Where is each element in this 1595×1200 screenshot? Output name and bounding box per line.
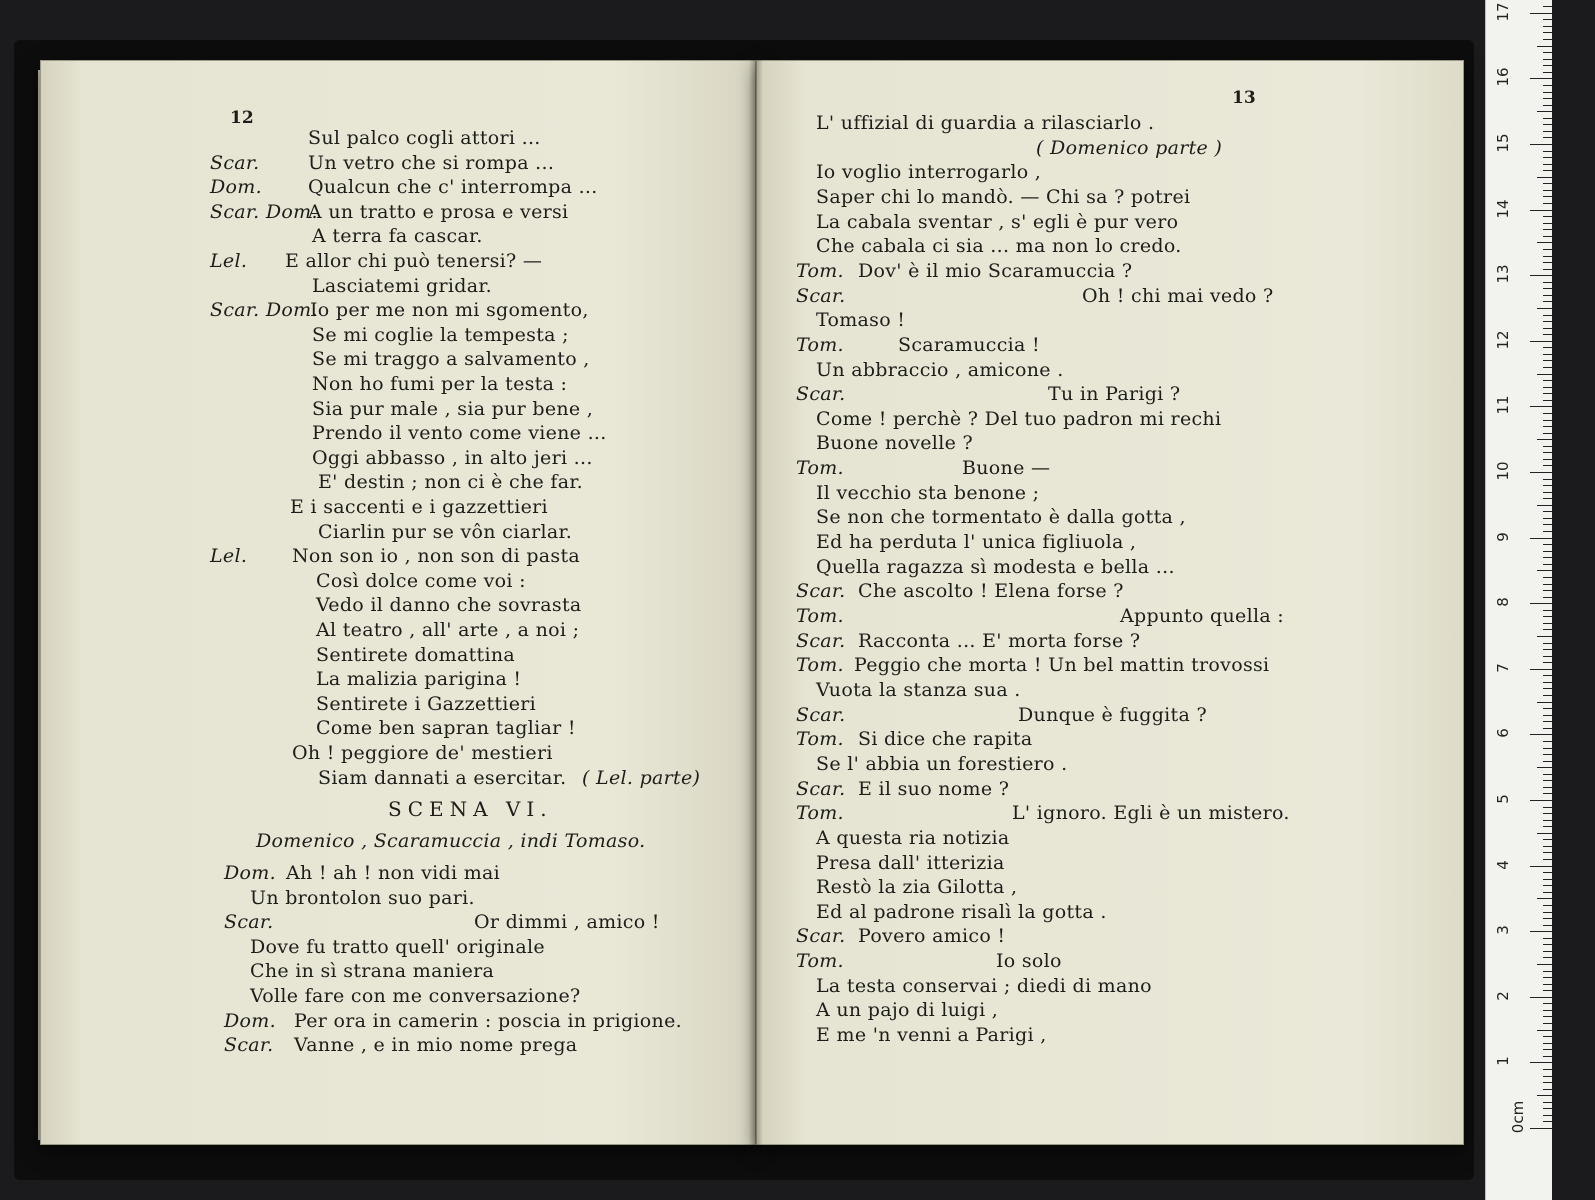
ruler-tick [1530, 1128, 1552, 1129]
ruler-tick [1543, 885, 1552, 886]
ruler-tick [1543, 564, 1552, 565]
ruler-tick [1530, 997, 1552, 998]
verse-line: E' destin ; non ci è che far. [318, 471, 583, 494]
ruler-tick [1530, 800, 1552, 801]
verse-line: Dunque è fuggita ? [1018, 703, 1207, 726]
verse-line: Restò la zia Gilotta , [816, 876, 1018, 899]
ruler-tick [1537, 570, 1552, 571]
ruler-tick [1543, 196, 1552, 197]
ruler-tick [1543, 1115, 1552, 1116]
ruler-tick [1543, 157, 1552, 158]
ruler-tick [1543, 380, 1552, 381]
verse-line: Buone novelle ? [816, 432, 973, 455]
ruler-tick [1543, 951, 1552, 952]
verse-line: E il suo nome ? [858, 777, 1010, 800]
ruler-tick [1543, 485, 1552, 486]
ruler-tick [1543, 216, 1552, 217]
ruler-tick [1543, 433, 1552, 434]
verse-line: Appunto quella : [1120, 605, 1284, 627]
ruler-tick [1543, 662, 1552, 663]
ruler-tick [1543, 269, 1552, 270]
speaker-label: Tom. [796, 259, 844, 282]
verse-line: Siam dannati a esercitar. [318, 766, 567, 789]
ruler-tick [1543, 72, 1552, 73]
ruler-tick [1543, 347, 1552, 348]
ruler-tick [1543, 629, 1552, 630]
verse-line: Tomaso ! [816, 309, 906, 332]
ruler-tick [1543, 1069, 1552, 1070]
verse-line: A un pajo di luigi , [816, 999, 999, 1022]
verse-line: Presa dall' itterizia [816, 851, 1005, 874]
verse-line: Vuota la stanza sua . [816, 678, 1021, 701]
book-gutter [749, 60, 763, 1145]
verse-line: ( Domenico parte ) [1036, 136, 1223, 159]
ruler-tick [1543, 1056, 1552, 1057]
verse-line: Dove fu tratto quell' originale [250, 935, 545, 958]
ruler-tick [1543, 229, 1552, 230]
ruler-tick [1537, 964, 1552, 965]
ruler-tick [1530, 406, 1552, 407]
ruler-number: 5 [1494, 794, 1512, 804]
ruler-tick [1543, 511, 1552, 512]
ruler-tick [1543, 912, 1552, 913]
ruler-tick [1543, 859, 1552, 860]
verse-line: Lasciatemi gridar. [312, 274, 492, 297]
ruler-tick [1543, 334, 1552, 335]
ruler-number: 15 [1494, 133, 1512, 153]
verse-line: Or dimmi , amico ! [474, 911, 660, 934]
speaker-label: Scar. [224, 911, 274, 934]
ruler-tick [1543, 616, 1552, 617]
ruler-tick [1543, 846, 1552, 847]
ruler-tick [1543, 780, 1552, 781]
ruler-tick [1543, 728, 1552, 729]
right-page-number: 13 [1232, 88, 1256, 108]
ruler-number: 1 [1494, 1056, 1512, 1067]
ruler-tick [1543, 315, 1552, 316]
ruler-tick [1543, 98, 1552, 99]
verse-line: La cabala sventar , s' egli è pur vero [816, 210, 1179, 233]
verse-line: L' uffizial di guardia a rilasciarlo . [816, 112, 1155, 134]
speaker-label: Tom. [796, 728, 844, 751]
ruler-number: 2 [1494, 991, 1512, 1001]
ruler-tick [1543, 597, 1552, 598]
ruler-tick [1543, 321, 1552, 322]
speaker-label: Scar. [796, 383, 846, 406]
ruler-tick [1543, 1082, 1552, 1083]
verse-line: Che ascolto ! Elena forse ? [858, 580, 1124, 603]
ruler-tick [1543, 26, 1552, 27]
ruler-tick [1543, 236, 1552, 237]
verse-line: Un vetro che si rompa ... [308, 151, 555, 174]
speaker-label: Scar. [796, 629, 846, 652]
ruler-tick [1543, 577, 1552, 578]
ruler-tick [1543, 1043, 1552, 1044]
ruler-tick [1543, 426, 1552, 427]
verse-line: Per ora in camerin : poscia in prigione. [294, 1009, 682, 1032]
ruler-tick [1543, 1089, 1552, 1090]
ruler-tick [1543, 387, 1552, 388]
verse-line: Sul palco cogli attori ... [308, 127, 541, 149]
ruler-tick [1537, 702, 1552, 703]
verse-line: Se l' abbia un forestiero . [816, 752, 1068, 775]
ruler-tick [1543, 367, 1552, 368]
verse-line: La testa conservai ; diedi di mano [816, 974, 1152, 997]
verse-line: Sentirete domattina [316, 643, 516, 666]
ruler-tick [1543, 190, 1552, 191]
ruler-tick [1543, 741, 1552, 742]
speaker-label: Dom. [224, 862, 276, 884]
ruler-tick [1543, 52, 1552, 53]
left-page-number: 12 [230, 108, 254, 128]
speaker-label: Tom. [796, 457, 844, 480]
ruler-tick [1543, 39, 1552, 40]
verse-line: E allor chi può tenersi? — [285, 250, 543, 272]
ruler-tick [1543, 183, 1552, 184]
verse-line: Come ben sapran tagliar ! [316, 717, 576, 740]
ruler-tick [1543, 295, 1552, 296]
verse-line: A questa ria notizia [816, 826, 1010, 849]
ruler-tick [1537, 308, 1552, 309]
ruler-tick [1543, 498, 1552, 499]
ruler-tick [1530, 866, 1552, 867]
ruler-tick [1543, 19, 1552, 20]
ruler-tick [1530, 734, 1552, 735]
verse-line: Ciarlin pur se vôn ciarlar. [318, 520, 573, 543]
ruler-tick [1543, 531, 1552, 532]
ruler-number: 13 [1494, 264, 1512, 284]
ruler-tick [1543, 682, 1552, 683]
ruler-tick [1543, 262, 1552, 263]
ruler-tick [1543, 774, 1552, 775]
speaker-label: Tom. [796, 654, 844, 677]
ruler-tick [1543, 354, 1552, 355]
ruler-number: 3 [1494, 925, 1512, 935]
verse-line: Buone — [962, 457, 1051, 480]
ruler-tick [1543, 748, 1552, 749]
ruler-tick [1543, 938, 1552, 939]
verse-line: Oggi abbasso , in alto jeri ... [312, 446, 593, 469]
ruler-tick [1543, 925, 1552, 926]
ruler-tick [1543, 879, 1552, 880]
speaker-label: Scar. [796, 580, 846, 603]
ruler-tick [1543, 459, 1552, 460]
ruler-tick [1543, 820, 1552, 821]
ruler-number: 7 [1494, 663, 1512, 673]
ruler-tick [1530, 13, 1552, 14]
verse-line: Al teatro , all' arte , a noi ; [316, 619, 580, 641]
ruler-tick [1543, 708, 1552, 709]
ruler-tick [1543, 223, 1552, 224]
verse-line: Io per me non mi sgomento, [310, 299, 589, 322]
ruler-tick [1543, 1016, 1552, 1017]
speaker-label: Scar. [210, 151, 260, 174]
ruler-tick [1530, 275, 1552, 276]
ruler-tick [1543, 1049, 1552, 1050]
speaker-label: Tom. [796, 802, 844, 825]
ruler-tick [1543, 6, 1552, 7]
ruler-tick [1543, 656, 1552, 657]
stage-direction: ( Lel. parte) [582, 766, 701, 789]
ruler-tick [1530, 472, 1552, 473]
ruler-tick [1543, 1121, 1552, 1122]
ruler-tick [1543, 590, 1552, 591]
verse-line: Un brontolon suo pari. [250, 886, 475, 909]
verse-line: Ed al padrone risalì la gotta . [816, 900, 1107, 923]
ruler-tick [1543, 852, 1552, 853]
verse-line: Vanne , e in mio nome prega [294, 1034, 578, 1057]
ruler-tick [1543, 1108, 1552, 1109]
verse-line: Che in sì strana maniera [250, 960, 495, 983]
ruler-tick [1543, 518, 1552, 519]
ruler-tick [1543, 393, 1552, 394]
ruler-tick [1543, 1102, 1552, 1103]
ruler-tick [1543, 643, 1552, 644]
verse-line: Io voglio interrogarlo , [816, 161, 1042, 184]
verse-line: A terra fa cascar. [312, 225, 483, 248]
ruler-tick [1543, 85, 1552, 86]
speaker-label: Tom. [796, 333, 844, 356]
ruler-tick [1543, 124, 1552, 125]
scene-cast: Domenico , Scaramuccia , indi Tomaso. [256, 830, 646, 852]
verse-line: Un abbraccio , amicone . [816, 358, 1064, 381]
verse-line: Si dice che rapita [858, 728, 1033, 751]
verse-line: Tu in Parigi ? [1048, 383, 1181, 406]
ruler-tick [1543, 977, 1552, 978]
ruler-tick [1530, 538, 1552, 539]
ruler-tick [1543, 413, 1552, 414]
ruler-tick [1537, 1030, 1552, 1031]
verse-line: Racconta ... E' morta forse ? [858, 629, 1141, 652]
ruler-tick [1543, 721, 1552, 722]
ruler-tick [1543, 452, 1552, 453]
ruler-tick [1543, 551, 1552, 552]
ruler-tick [1543, 1010, 1552, 1011]
verse-line: Il vecchio sta benone ; [816, 481, 1040, 504]
speaker-label: Scar. [796, 284, 846, 307]
speaker-label: Scar. Dom. [210, 299, 318, 322]
ruler-tick [1543, 249, 1552, 250]
ruler-tick [1543, 918, 1552, 919]
ruler-tick [1537, 439, 1552, 440]
verse-line: Così dolce come voi : [316, 569, 526, 592]
ruler-tick [1537, 505, 1552, 506]
verse-line: E i saccenti e i gazzettieri [290, 496, 548, 518]
verse-line: Quella ragazza sì modesta e bella ... [816, 555, 1175, 578]
ruler-number: 9 [1494, 531, 1512, 542]
scene-heading: SCENA VI. [388, 797, 553, 821]
ruler-tick [1543, 990, 1552, 991]
ruler-number: 8 [1494, 597, 1512, 607]
verse-line: La malizia parigina ! [316, 668, 522, 691]
verse-line: Peggio che morta ! Un bel mattin trovossi [854, 654, 1270, 677]
ruler-tick [1530, 669, 1552, 670]
ruler-tick [1543, 282, 1552, 283]
ruler-tick [1543, 170, 1552, 171]
verse-line: Dov' è il mio Scaramuccia ? [858, 259, 1133, 282]
ruler-tick [1543, 610, 1552, 611]
ruler-tick [1543, 839, 1552, 840]
ruler-tick [1537, 177, 1552, 178]
ruler-number: 11 [1494, 395, 1512, 415]
speaker-label: Dom. [210, 176, 262, 199]
verse-line: Volle fare con me conversazione? [250, 985, 581, 1007]
ruler-tick [1543, 793, 1552, 794]
ruler-tick [1543, 137, 1552, 138]
ruler-tick [1543, 92, 1552, 93]
ruler-tick [1543, 256, 1552, 257]
ruler-tick [1543, 754, 1552, 755]
verse-line: Ah ! ah ! non vidi mai [286, 862, 501, 884]
ruler-tick [1537, 636, 1552, 637]
speaker-label: Lel. [210, 545, 248, 568]
ruler-tick [1543, 32, 1552, 33]
ruler-tick [1543, 944, 1552, 945]
ruler-tick [1543, 1003, 1552, 1004]
ruler-tick [1543, 105, 1552, 106]
verse-line: Sentirete i Gazzettieri [316, 692, 536, 715]
ruler-tick [1530, 1062, 1552, 1063]
verse-line: Povero amico ! [858, 925, 1006, 948]
verse-line: Io solo [996, 950, 1062, 973]
speaker-label: Scar. [796, 925, 846, 948]
ruler-tick [1543, 1023, 1552, 1024]
ruler-unit-label: 0cm [1509, 1100, 1527, 1134]
ruler-tick [1543, 807, 1552, 808]
ruler-tick [1543, 688, 1552, 689]
ruler-number: 16 [1494, 67, 1512, 87]
verse-line: Scaramuccia ! [898, 333, 1040, 356]
ruler-tick [1543, 65, 1552, 66]
speaker-label: Scar. [224, 1034, 274, 1057]
verse-line: E me 'n venni a Parigi , [816, 1024, 1047, 1047]
ruler-tick [1530, 603, 1552, 604]
ruler-tick [1543, 971, 1552, 972]
verse-line: L' ignoro. Egli è un mistero. [1012, 802, 1290, 825]
verse-line: Sia pur male , sia pur bene , [312, 397, 594, 420]
verse-line: A un tratto e prosa e versi [308, 200, 569, 223]
speaker-label: Dom. [224, 1009, 276, 1032]
ruler-tick [1543, 446, 1552, 447]
ruler-tick [1543, 715, 1552, 716]
ruler-tick [1543, 465, 1552, 466]
ruler-tick [1543, 557, 1552, 558]
ruler-tick [1530, 931, 1552, 932]
ruler-tick [1530, 144, 1552, 145]
ruler-tick [1543, 328, 1552, 329]
verse-line: Oh ! peggiore de' mestieri [292, 742, 553, 764]
ruler-tick [1543, 131, 1552, 132]
ruler-tick [1543, 164, 1552, 165]
ruler-tick [1543, 813, 1552, 814]
verse-line: Oh ! chi mai vedo ? [1082, 284, 1274, 307]
ruler-number: 10 [1494, 461, 1512, 481]
ruler-tick [1537, 374, 1552, 375]
ruler-tick [1537, 767, 1552, 768]
ruler-tick [1530, 78, 1552, 79]
ruler-tick [1543, 892, 1552, 893]
ruler-tick [1543, 301, 1552, 302]
speaker-label: Scar. [796, 703, 846, 726]
ruler-number: 4 [1494, 859, 1512, 870]
ruler-tick [1543, 360, 1552, 361]
ruler-tick [1543, 1076, 1552, 1077]
speaker-label: Scar. Dom. [210, 200, 318, 223]
ruler-tick [1530, 341, 1552, 342]
speaker-label: Tom. [796, 950, 844, 973]
ruler-tick [1537, 46, 1552, 47]
ruler-tick [1543, 203, 1552, 204]
ruler-number: 14 [1494, 199, 1512, 219]
verse-line: Non son io , non son di pasta [292, 545, 581, 568]
speaker-label: Scar. [796, 777, 846, 800]
speaker-label: Lel. [210, 250, 248, 272]
ruler-tick [1543, 675, 1552, 676]
verse-line: Vedo il danno che sovrasta [316, 594, 582, 617]
ruler-tick [1543, 59, 1552, 60]
ruler-number: 17 [1494, 2, 1512, 22]
ruler-tick [1543, 826, 1552, 827]
ruler-tick [1537, 111, 1552, 112]
ruler-tick [1543, 695, 1552, 696]
verse-line: Se mi traggo a salvamento , [312, 348, 590, 371]
ruler-tick [1537, 1095, 1552, 1096]
ruler-tick [1537, 833, 1552, 834]
ruler-tick [1543, 544, 1552, 545]
ruler-tick [1543, 420, 1552, 421]
speaker-label: Tom. [796, 605, 844, 627]
ruler-number: 6 [1494, 728, 1512, 739]
ruler-tick [1543, 400, 1552, 401]
verse-line: Prendo il vento come viene ... [312, 422, 607, 445]
verse-line: Che cabala ci sia ... ma non lo credo. [816, 235, 1182, 258]
ruler-tick [1530, 210, 1552, 211]
ruler-tick [1543, 1036, 1552, 1037]
ruler-tick [1537, 898, 1552, 899]
verse-line: Non ho fumi per la testa : [312, 373, 568, 395]
ruler-tick [1543, 118, 1552, 119]
ruler-tick [1543, 787, 1552, 788]
verse-line: Come ! perchè ? Del tuo padron mi rechi [816, 407, 1222, 430]
verse-line: Se mi coglie la tempesta ; [312, 323, 569, 346]
ruler-tick [1543, 957, 1552, 958]
verse-line: Se non che tormentato è dalla gotta , [816, 506, 1186, 529]
ruler-tick [1543, 288, 1552, 289]
ruler-tick [1543, 151, 1552, 152]
measurement-ruler [1485, 0, 1552, 1200]
ruler-tick [1543, 479, 1552, 480]
verse-line: Qualcun che c' interrompa ... [308, 176, 598, 199]
ruler-tick [1543, 492, 1552, 493]
verse-line: Saper chi lo mandò. — Chi sa ? potrei [816, 185, 1191, 208]
ruler-tick [1537, 242, 1552, 243]
ruler-tick [1543, 524, 1552, 525]
verse-line: Ed ha perduta l' unica figliuola , [816, 531, 1137, 554]
ruler-tick [1543, 984, 1552, 985]
ruler-tick [1543, 584, 1552, 585]
ruler-number: 12 [1494, 330, 1512, 350]
ruler-tick [1543, 649, 1552, 650]
ruler-tick [1543, 761, 1552, 762]
ruler-tick [1543, 623, 1552, 624]
ruler-tick [1543, 905, 1552, 906]
ruler-tick [1543, 872, 1552, 873]
